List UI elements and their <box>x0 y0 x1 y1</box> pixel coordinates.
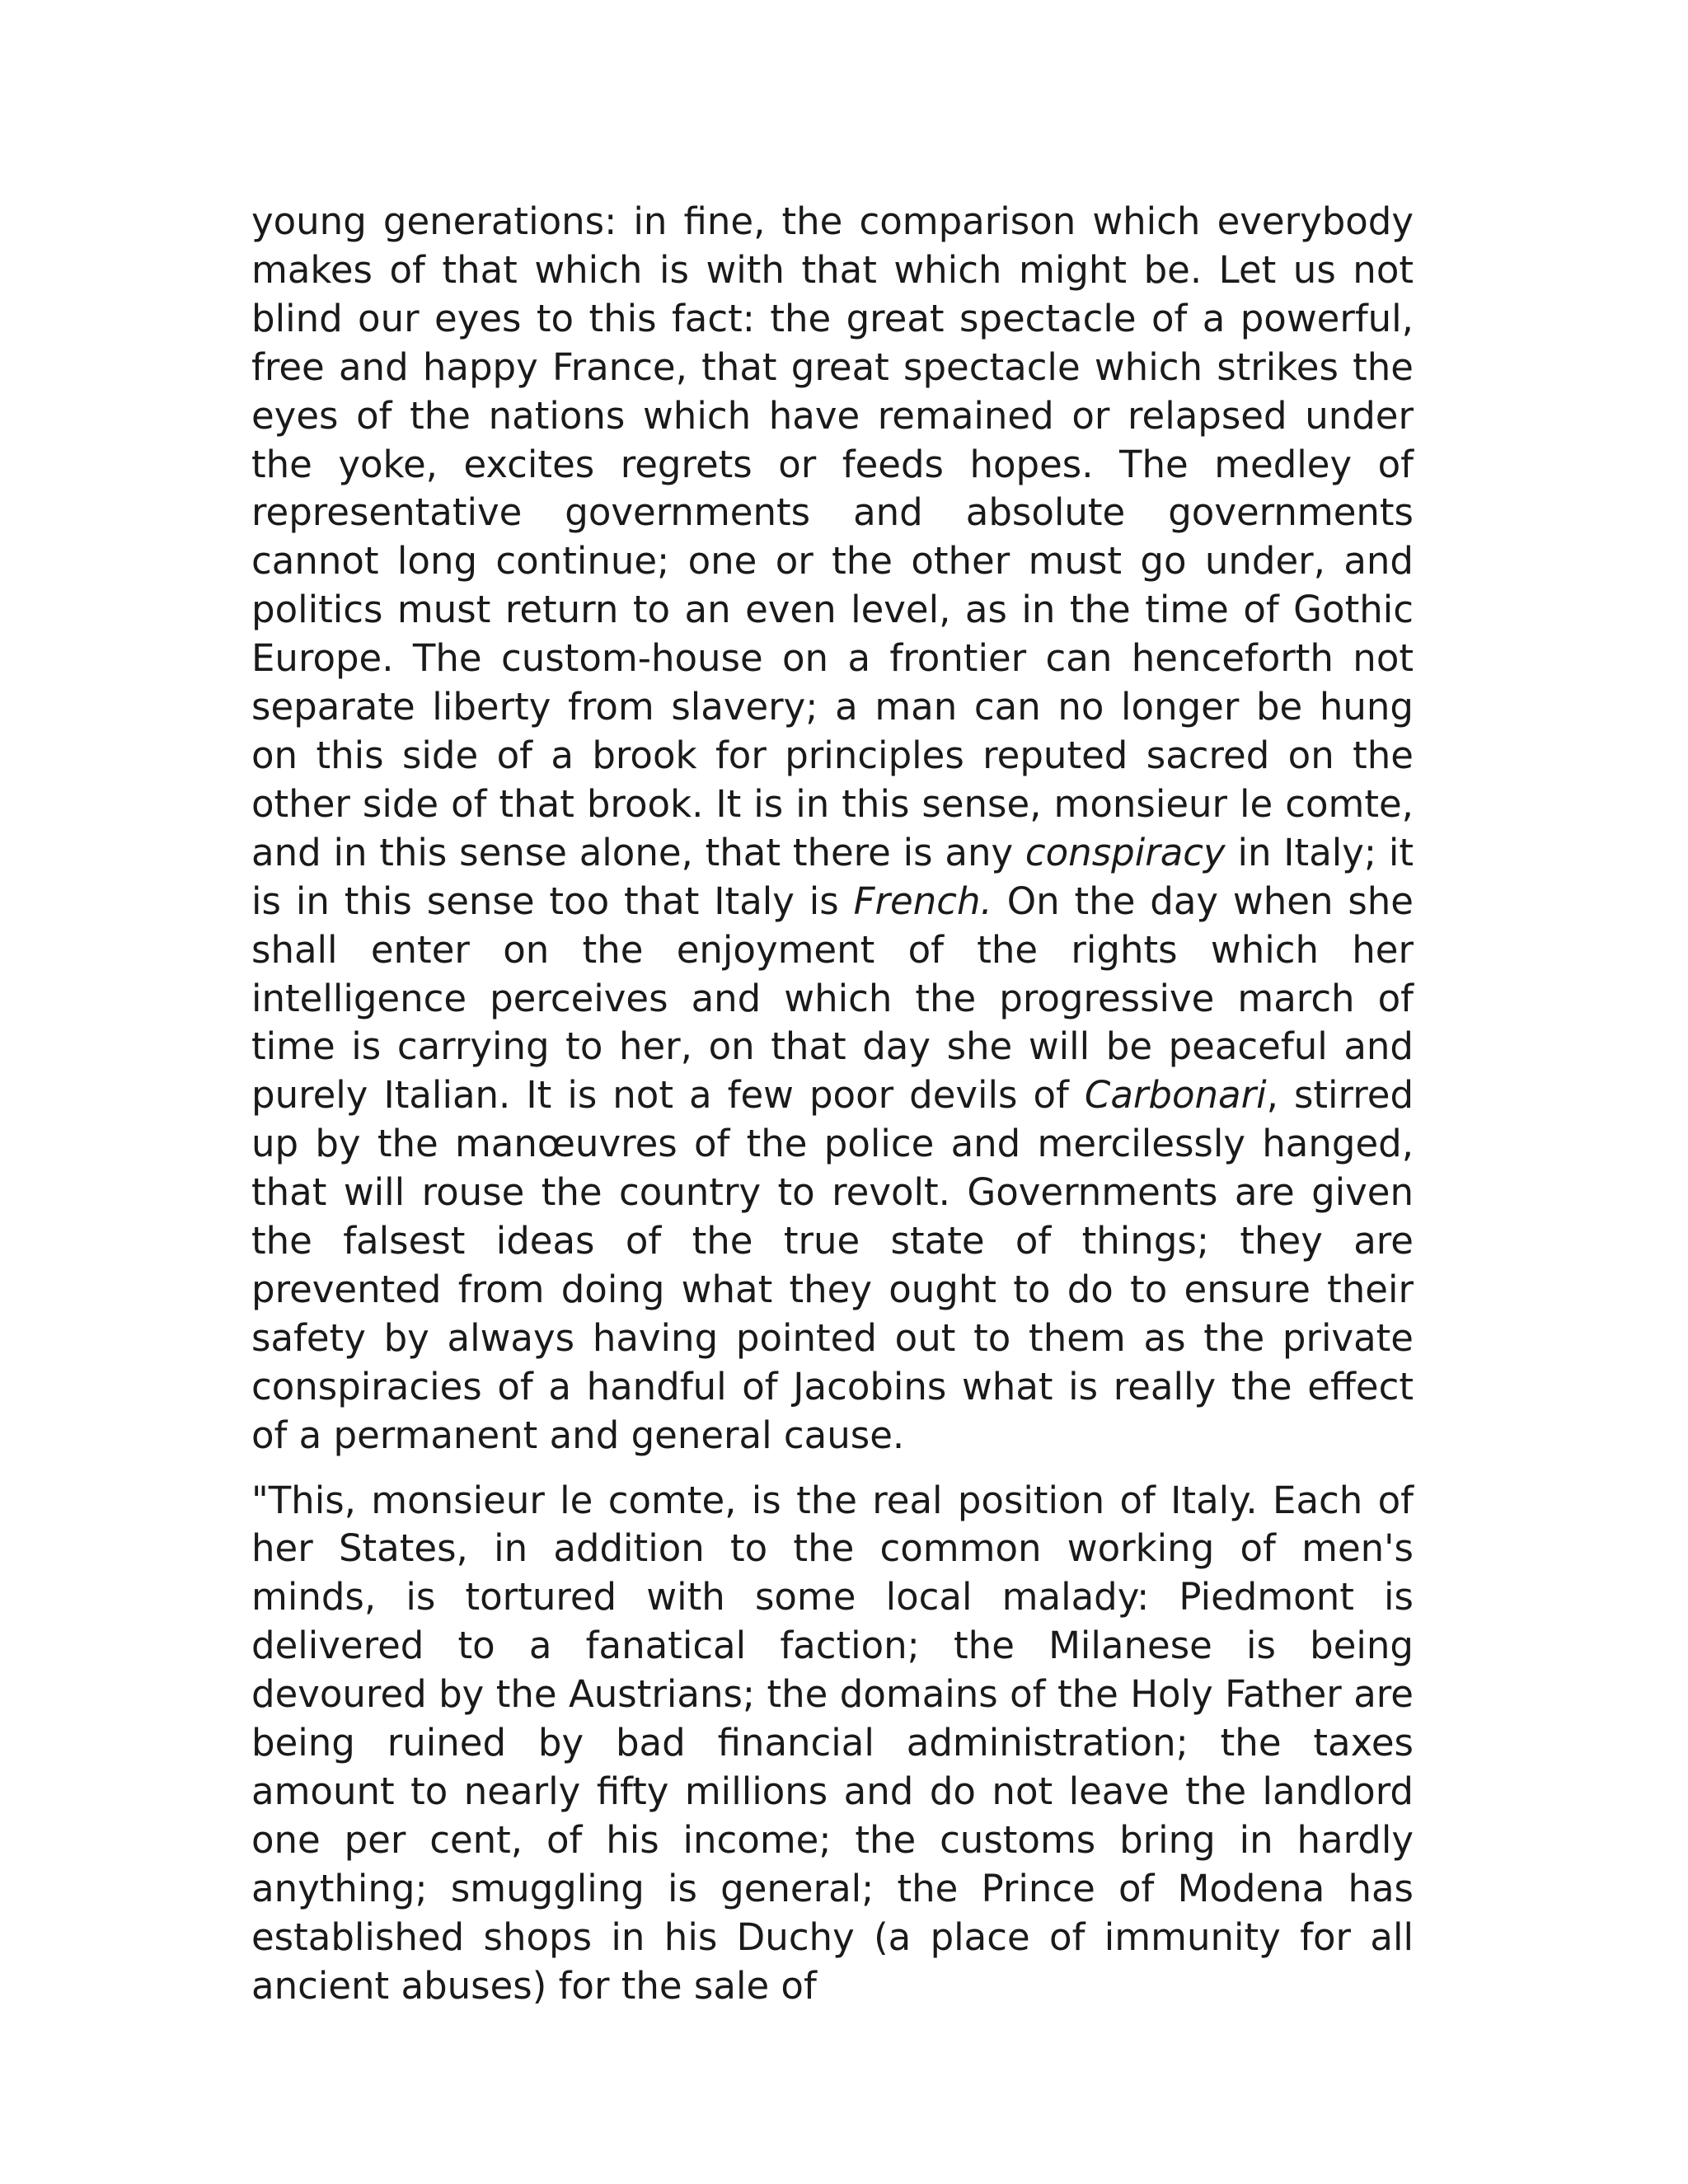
text-segment: On the day when she shall enter on the enjoyment of the rights which her intelligence perceives and which the progressive march of time is carrying to her, on that day she will be peaceful and purely Italian. It is not a few poor devils of <box>251 879 1414 1118</box>
paragraph-1 <box>251 198 1414 1460</box>
text-segment: in Italy; it is in this sense too that Italy is <box>251 830 1414 923</box>
italic-term-conspiracy: conspiracy <box>1025 830 1226 874</box>
italic-term-carbonari: Carbonari <box>1084 1073 1267 1118</box>
text-segment: young generations: in fine, the comparison which everybody makes of that which is with that which might be. Let us not blind our eyes to this fact: the great spectacle of a powerful, free and happy France, that great spectacle which strikes the eyes of the nations which have remained or relapsed under the yoke, excites regrets or feeds hopes. The medley of representative governments and absolute governments cannot long continue; one or the other must go under, and politics must return to an even level, as in the time of Gothic Europe. The custom-house on a frontier can henceforth not separate liberty from slavery; a man can no longer be hung on this side of a brook for principles reputed sacred on the other side of that brook. It is in this sense, monsieur le comte, and in this sense alone, that there is any <box>251 199 1414 874</box>
paragraph-2 <box>251 1477 1414 2011</box>
text-segment: , stirred up by the manœuvres of the police and mercilessly hanged, that will rouse the country to revolt. Governments are given the falsest ideas of the true state of things; they are prevented from doing what they ought to do to ensure their safety by always having pointed out to them as the private conspiracies of a handful of Jacobins what is really the effect of a permanent and general cause. <box>251 1073 1414 1457</box>
italic-term-french: French. <box>853 879 992 923</box>
document-page <box>251 198 1414 2011</box>
text-segment: "This, monsieur le comte, is the real position of Italy. Each of her States, in addition to the common working of men's minds, is tortured with some local malady: Piedmont is delivered to a fanatical faction; the Milanese is being devoured by the Austrians; the domains of the Holy Father are being ruined by bad financial administration; the taxes amount to nearly fifty millions and do not leave the landlord one per cent, of his income; the customs bring in hardly anything; smuggling is general; the Prince of Modena has established shops in his Duchy (a place of immunity for all ancient abuses) for the sale of <box>251 1478 1414 2008</box>
